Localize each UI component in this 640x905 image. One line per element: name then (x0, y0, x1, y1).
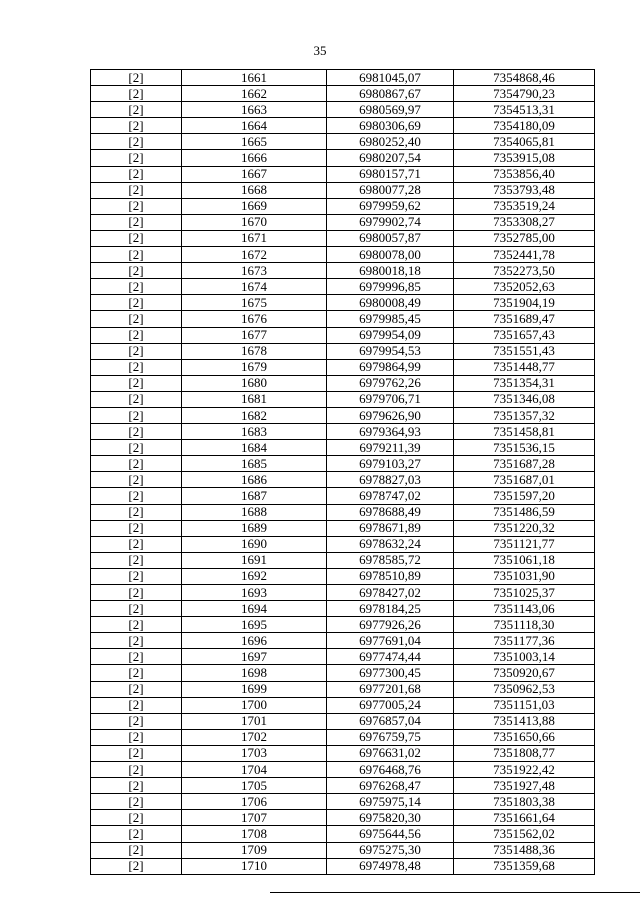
source-ref-cell: [2] (91, 762, 182, 778)
source-ref-cell: [2] (91, 375, 182, 391)
y-coordinate-cell: 7351118,30 (454, 617, 595, 633)
x-coordinate-cell: 6977005,24 (327, 697, 454, 713)
x-coordinate-cell: 6980157,71 (327, 166, 454, 182)
source-ref-cell: [2] (91, 729, 182, 745)
x-coordinate-cell: 6978427,02 (327, 585, 454, 601)
x-coordinate-cell: 6980008,49 (327, 295, 454, 311)
source-ref-cell: [2] (91, 327, 182, 343)
point-number-cell: 1690 (182, 536, 327, 552)
x-coordinate-cell: 6980078,00 (327, 247, 454, 263)
table-row (91, 568, 595, 584)
point-number-cell: 1706 (182, 794, 327, 810)
source-ref-cell: [2] (91, 134, 182, 150)
y-coordinate-cell: 7351562,02 (454, 826, 595, 842)
x-coordinate-cell: 6978585,72 (327, 552, 454, 568)
y-coordinate-cell: 7351803,38 (454, 794, 595, 810)
table-row (91, 263, 595, 279)
x-coordinate-cell: 6978827,03 (327, 472, 454, 488)
source-ref-cell: [2] (91, 456, 182, 472)
source-ref-cell: [2] (91, 858, 182, 874)
point-number-cell: 1686 (182, 472, 327, 488)
point-number-cell: 1672 (182, 247, 327, 263)
source-ref-cell: [2] (91, 102, 182, 118)
point-number-cell: 1691 (182, 552, 327, 568)
table-row (91, 778, 595, 794)
table-row (91, 585, 595, 601)
y-coordinate-cell: 7351003,14 (454, 649, 595, 665)
table-row (91, 488, 595, 504)
table-row (91, 697, 595, 713)
source-ref-cell: [2] (91, 214, 182, 230)
table-row (91, 456, 595, 472)
source-ref-cell: [2] (91, 617, 182, 633)
y-coordinate-cell: 7351143,06 (454, 601, 595, 617)
source-ref-cell: [2] (91, 649, 182, 665)
point-number-cell: 1707 (182, 810, 327, 826)
table-row (91, 407, 595, 423)
table-body (91, 70, 595, 875)
point-number-cell: 1683 (182, 424, 327, 440)
x-coordinate-cell: 6976631,02 (327, 745, 454, 761)
source-ref-cell: [2] (91, 778, 182, 794)
table-row (91, 713, 595, 729)
source-ref-cell: [2] (91, 230, 182, 246)
table-row (91, 762, 595, 778)
table-row (91, 794, 595, 810)
y-coordinate-cell: 7351597,20 (454, 488, 595, 504)
table-row (91, 842, 595, 858)
x-coordinate-cell: 6979103,27 (327, 456, 454, 472)
source-ref-cell: [2] (91, 424, 182, 440)
table-row (91, 745, 595, 761)
table-row (91, 649, 595, 665)
x-coordinate-cell: 6976857,04 (327, 713, 454, 729)
table-row (91, 150, 595, 166)
y-coordinate-cell: 7351488,36 (454, 842, 595, 858)
table-row (91, 536, 595, 552)
point-number-cell: 1670 (182, 214, 327, 230)
y-coordinate-cell: 7351357,32 (454, 407, 595, 423)
y-coordinate-cell: 7352785,00 (454, 230, 595, 246)
table-row (91, 472, 595, 488)
table-row (91, 424, 595, 440)
point-number-cell: 1702 (182, 729, 327, 745)
source-ref-cell: [2] (91, 585, 182, 601)
y-coordinate-cell: 7351346,08 (454, 391, 595, 407)
x-coordinate-cell: 6977474,44 (327, 649, 454, 665)
x-coordinate-cell: 6980207,54 (327, 150, 454, 166)
x-coordinate-cell: 6974978,48 (327, 858, 454, 874)
point-number-cell: 1695 (182, 617, 327, 633)
source-ref-cell: [2] (91, 118, 182, 134)
source-ref-cell: [2] (91, 343, 182, 359)
y-coordinate-cell: 7351551,43 (454, 343, 595, 359)
y-coordinate-cell: 7351359,68 (454, 858, 595, 874)
table-row (91, 279, 595, 295)
table-row (91, 504, 595, 520)
point-number-cell: 1665 (182, 134, 327, 150)
y-coordinate-cell: 7353915,08 (454, 150, 595, 166)
y-coordinate-cell: 7351486,59 (454, 504, 595, 520)
point-number-cell: 1662 (182, 86, 327, 102)
source-ref-cell: [2] (91, 745, 182, 761)
point-number-cell: 1705 (182, 778, 327, 794)
page-number: 35 (313, 43, 327, 58)
table-row (91, 826, 595, 842)
point-number-cell: 1701 (182, 713, 327, 729)
x-coordinate-cell: 6980018,18 (327, 263, 454, 279)
y-coordinate-cell: 7351121,77 (454, 536, 595, 552)
point-number-cell: 1675 (182, 295, 327, 311)
y-coordinate-cell: 7351220,32 (454, 520, 595, 536)
table-row (91, 343, 595, 359)
table-row (91, 858, 595, 874)
table-row (91, 810, 595, 826)
x-coordinate-cell: 6980569,97 (327, 102, 454, 118)
x-coordinate-cell: 6976268,47 (327, 778, 454, 794)
y-coordinate-cell: 7353856,40 (454, 166, 595, 182)
point-number-cell: 1697 (182, 649, 327, 665)
source-ref-cell: [2] (91, 311, 182, 327)
point-number-cell: 1692 (182, 568, 327, 584)
point-number-cell: 1696 (182, 633, 327, 649)
source-ref-cell: [2] (91, 504, 182, 520)
y-coordinate-cell: 7351657,43 (454, 327, 595, 343)
x-coordinate-cell: 6975975,14 (327, 794, 454, 810)
y-coordinate-cell: 7350920,67 (454, 665, 595, 681)
x-coordinate-cell: 6979211,39 (327, 440, 454, 456)
point-number-cell: 1681 (182, 391, 327, 407)
x-coordinate-cell: 6975820,30 (327, 810, 454, 826)
source-ref-cell: [2] (91, 263, 182, 279)
y-coordinate-cell: 7353519,24 (454, 198, 595, 214)
table-row (91, 359, 595, 375)
x-coordinate-cell: 6978671,89 (327, 520, 454, 536)
table-row (91, 633, 595, 649)
source-ref-cell: [2] (91, 391, 182, 407)
x-coordinate-cell: 6980867,67 (327, 86, 454, 102)
x-coordinate-cell: 6981045,07 (327, 70, 454, 86)
table-row (91, 166, 595, 182)
point-number-cell: 1703 (182, 745, 327, 761)
coordinates-table-container (90, 69, 595, 875)
x-coordinate-cell: 6976468,76 (327, 762, 454, 778)
source-ref-cell: [2] (91, 633, 182, 649)
y-coordinate-cell: 7353793,48 (454, 182, 595, 198)
point-number-cell: 1708 (182, 826, 327, 842)
point-number-cell: 1671 (182, 230, 327, 246)
x-coordinate-cell: 6980306,69 (327, 118, 454, 134)
y-coordinate-cell: 7351922,42 (454, 762, 595, 778)
source-ref-cell: [2] (91, 247, 182, 263)
table-row (91, 375, 595, 391)
table-row (91, 617, 595, 633)
y-coordinate-cell: 7351536,15 (454, 440, 595, 456)
table-row (91, 552, 595, 568)
table-row (91, 198, 595, 214)
point-number-cell: 1698 (182, 665, 327, 681)
x-coordinate-cell: 6977201,68 (327, 681, 454, 697)
point-number-cell: 1673 (182, 263, 327, 279)
x-coordinate-cell: 6980252,40 (327, 134, 454, 150)
x-coordinate-cell: 6977300,45 (327, 665, 454, 681)
source-ref-cell: [2] (91, 359, 182, 375)
y-coordinate-cell: 7351661,64 (454, 810, 595, 826)
point-number-cell: 1694 (182, 601, 327, 617)
x-coordinate-cell: 6979985,45 (327, 311, 454, 327)
source-ref-cell: [2] (91, 86, 182, 102)
source-ref-cell: [2] (91, 568, 182, 584)
point-number-cell: 1668 (182, 182, 327, 198)
point-number-cell: 1663 (182, 102, 327, 118)
x-coordinate-cell: 6979706,71 (327, 391, 454, 407)
source-ref-cell: [2] (91, 536, 182, 552)
source-ref-cell: [2] (91, 488, 182, 504)
x-coordinate-cell: 6979902,74 (327, 214, 454, 230)
x-coordinate-cell: 6977926,26 (327, 617, 454, 633)
y-coordinate-cell: 7352441,78 (454, 247, 595, 263)
table-row (91, 681, 595, 697)
point-number-cell: 1710 (182, 858, 327, 874)
y-coordinate-cell: 7352052,63 (454, 279, 595, 295)
x-coordinate-cell: 6978184,25 (327, 601, 454, 617)
y-coordinate-cell: 7354790,23 (454, 86, 595, 102)
y-coordinate-cell: 7354065,81 (454, 134, 595, 150)
source-ref-cell: [2] (91, 472, 182, 488)
table-row (91, 391, 595, 407)
x-coordinate-cell: 6980057,87 (327, 230, 454, 246)
source-ref-cell: [2] (91, 520, 182, 536)
y-coordinate-cell: 7354180,09 (454, 118, 595, 134)
point-number-cell: 1674 (182, 279, 327, 295)
source-ref-cell: [2] (91, 842, 182, 858)
y-coordinate-cell: 7351650,66 (454, 729, 595, 745)
y-coordinate-cell: 7351151,03 (454, 697, 595, 713)
source-ref-cell: [2] (91, 279, 182, 295)
point-number-cell: 1667 (182, 166, 327, 182)
y-coordinate-cell: 7351031,90 (454, 568, 595, 584)
x-coordinate-cell: 6979954,09 (327, 327, 454, 343)
table-row (91, 729, 595, 745)
x-coordinate-cell: 6980077,28 (327, 182, 454, 198)
table-row (91, 118, 595, 134)
y-coordinate-cell: 7351061,18 (454, 552, 595, 568)
footer-rule (270, 892, 640, 893)
y-coordinate-cell: 7351413,88 (454, 713, 595, 729)
point-number-cell: 1677 (182, 327, 327, 343)
y-coordinate-cell: 7351689,47 (454, 311, 595, 327)
source-ref-cell: [2] (91, 681, 182, 697)
x-coordinate-cell: 6976759,75 (327, 729, 454, 745)
source-ref-cell: [2] (91, 440, 182, 456)
coordinates-table (90, 69, 595, 875)
source-ref-cell: [2] (91, 794, 182, 810)
point-number-cell: 1693 (182, 585, 327, 601)
source-ref-cell: [2] (91, 150, 182, 166)
x-coordinate-cell: 6978632,24 (327, 536, 454, 552)
source-ref-cell: [2] (91, 166, 182, 182)
point-number-cell: 1661 (182, 70, 327, 86)
x-coordinate-cell: 6979364,93 (327, 424, 454, 440)
y-coordinate-cell: 7351354,31 (454, 375, 595, 391)
x-coordinate-cell: 6979959,62 (327, 198, 454, 214)
y-coordinate-cell: 7351025,37 (454, 585, 595, 601)
x-coordinate-cell: 6977691,04 (327, 633, 454, 649)
point-number-cell: 1679 (182, 359, 327, 375)
y-coordinate-cell: 7351177,36 (454, 633, 595, 649)
table-row (91, 665, 595, 681)
source-ref-cell: [2] (91, 713, 182, 729)
point-number-cell: 1685 (182, 456, 327, 472)
point-number-cell: 1678 (182, 343, 327, 359)
point-number-cell: 1664 (182, 118, 327, 134)
table-row (91, 520, 595, 536)
source-ref-cell: [2] (91, 182, 182, 198)
x-coordinate-cell: 6979626,90 (327, 407, 454, 423)
table-row (91, 182, 595, 198)
table-row (91, 440, 595, 456)
x-coordinate-cell: 6978688,49 (327, 504, 454, 520)
y-coordinate-cell: 7351808,77 (454, 745, 595, 761)
x-coordinate-cell: 6979996,85 (327, 279, 454, 295)
source-ref-cell: [2] (91, 295, 182, 311)
point-number-cell: 1669 (182, 198, 327, 214)
y-coordinate-cell: 7354513,31 (454, 102, 595, 118)
y-coordinate-cell: 7354868,46 (454, 70, 595, 86)
source-ref-cell: [2] (91, 70, 182, 86)
source-ref-cell: [2] (91, 601, 182, 617)
table-row (91, 134, 595, 150)
x-coordinate-cell: 6979762,26 (327, 375, 454, 391)
point-number-cell: 1666 (182, 150, 327, 166)
y-coordinate-cell: 7350962,53 (454, 681, 595, 697)
point-number-cell: 1676 (182, 311, 327, 327)
source-ref-cell: [2] (91, 665, 182, 681)
y-coordinate-cell: 7351458,81 (454, 424, 595, 440)
point-number-cell: 1700 (182, 697, 327, 713)
y-coordinate-cell: 7351904,19 (454, 295, 595, 311)
x-coordinate-cell: 6975275,30 (327, 842, 454, 858)
point-number-cell: 1704 (182, 762, 327, 778)
point-number-cell: 1684 (182, 440, 327, 456)
table-row (91, 327, 595, 343)
table-row (91, 70, 595, 86)
y-coordinate-cell: 7351927,48 (454, 778, 595, 794)
y-coordinate-cell: 7351687,01 (454, 472, 595, 488)
x-coordinate-cell: 6979864,99 (327, 359, 454, 375)
table-row (91, 86, 595, 102)
x-coordinate-cell: 6975644,56 (327, 826, 454, 842)
table-row (91, 295, 595, 311)
source-ref-cell: [2] (91, 407, 182, 423)
table-row (91, 214, 595, 230)
point-number-cell: 1682 (182, 407, 327, 423)
source-ref-cell: [2] (91, 826, 182, 842)
y-coordinate-cell: 7352273,50 (454, 263, 595, 279)
point-number-cell: 1680 (182, 375, 327, 391)
table-row (91, 102, 595, 118)
table-row (91, 311, 595, 327)
table-row (91, 247, 595, 263)
y-coordinate-cell: 7351687,28 (454, 456, 595, 472)
x-coordinate-cell: 6978510,89 (327, 568, 454, 584)
point-number-cell: 1709 (182, 842, 327, 858)
point-number-cell: 1699 (182, 681, 327, 697)
x-coordinate-cell: 6979954,53 (327, 343, 454, 359)
point-number-cell: 1688 (182, 504, 327, 520)
table-row (91, 601, 595, 617)
y-coordinate-cell: 7353308,27 (454, 214, 595, 230)
point-number-cell: 1689 (182, 520, 327, 536)
source-ref-cell: [2] (91, 697, 182, 713)
point-number-cell: 1687 (182, 488, 327, 504)
x-coordinate-cell: 6978747,02 (327, 488, 454, 504)
table-row (91, 230, 595, 246)
source-ref-cell: [2] (91, 810, 182, 826)
source-ref-cell: [2] (91, 552, 182, 568)
source-ref-cell: [2] (91, 198, 182, 214)
y-coordinate-cell: 7351448,77 (454, 359, 595, 375)
